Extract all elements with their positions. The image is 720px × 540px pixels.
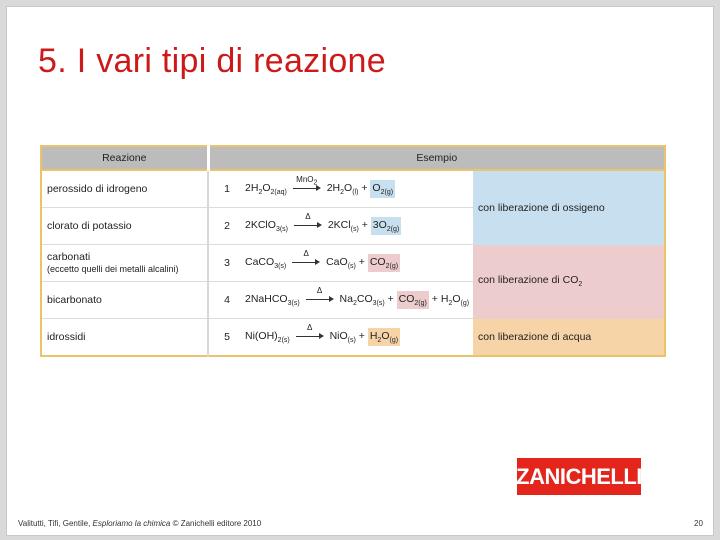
oxygen-highlight: $3O_{2(g)}$: [372, 218, 400, 234]
co2-highlight: $CO_{2(g)}$: [369, 255, 399, 271]
reaction-name: clorato di potassio: [41, 208, 208, 245]
reaction-equation: CaCO$_{3(s)}$ Δ $CaO_{(s)} + CO_{2(g)}$: [245, 245, 473, 282]
note-co2: con liberazione di $CO_2$: [473, 245, 665, 319]
header-example: Esempio: [208, 146, 665, 170]
reaction-arrow-icon: Δ: [306, 294, 334, 304]
reaction-arrow-icon: Δ: [296, 331, 324, 341]
reaction-equation: 2NaHCO$_{3(s)}$ Δ $Na_2CO_{3(s)} + CO_{2(g)} + H_2O_{(g)}$: [245, 282, 473, 319]
reaction-equation: $Ni(OH)_{2(s)}$ Δ $NiO_{(s)} + H_2O_{(g)}$: [245, 319, 473, 357]
reaction-arrow-icon: Δ: [294, 220, 322, 230]
reaction-equation: 2KClO$_{3(s)}$ Δ $2KCl_{(s)} + 3O_{2(g)}$: [245, 208, 473, 245]
note-water: con liberazione di acqua: [473, 319, 665, 357]
reaction-equation: $2H_2O_{2(aq)}$ MnO$_2$ $2H_2O_{(l)} + O_{2(g)}$: [245, 170, 473, 208]
zanichelli-logo: ZANICHELLI: [517, 458, 641, 495]
reaction-number: 3: [208, 245, 245, 282]
slide-title: 5. I vari tipi di reazione: [38, 42, 386, 80]
reaction-name: carbonati (eccetto quelli dei metalli alcalini): [41, 245, 208, 282]
water-highlight: $H_2O_{(g)}$: [369, 329, 399, 345]
table-row: [41, 319, 665, 357]
reaction-arrow-icon: Δ: [292, 257, 320, 267]
reaction-table: [40, 145, 666, 357]
table-row: [41, 245, 665, 282]
header-reaction: Reazione: [41, 146, 208, 170]
co2-highlight: $CO_{2(g)}$: [398, 292, 427, 308]
reaction-number: 4: [208, 282, 245, 319]
table-row: [41, 170, 665, 208]
page-number: 20: [694, 519, 703, 528]
footer-citation: Valitutti, Tifi, Gentile, Esploriamo la chimica © Zanichelli editore 2010: [18, 519, 262, 528]
reaction-name: idrossidi: [41, 319, 208, 357]
oxygen-highlight: $O_{2(g)}$: [372, 181, 394, 197]
reaction-name: perossido di idrogeno: [41, 170, 208, 208]
reaction-number: 1: [208, 170, 245, 208]
table-header-row: [41, 146, 665, 170]
note-oxygen: con liberazione di ossigeno: [473, 170, 665, 245]
reaction-number: 5: [208, 319, 245, 357]
reaction-number: 2: [208, 208, 245, 245]
reaction-arrow-icon: MnO$_2$: [293, 183, 321, 193]
reaction-name: bicarbonato: [41, 282, 208, 319]
